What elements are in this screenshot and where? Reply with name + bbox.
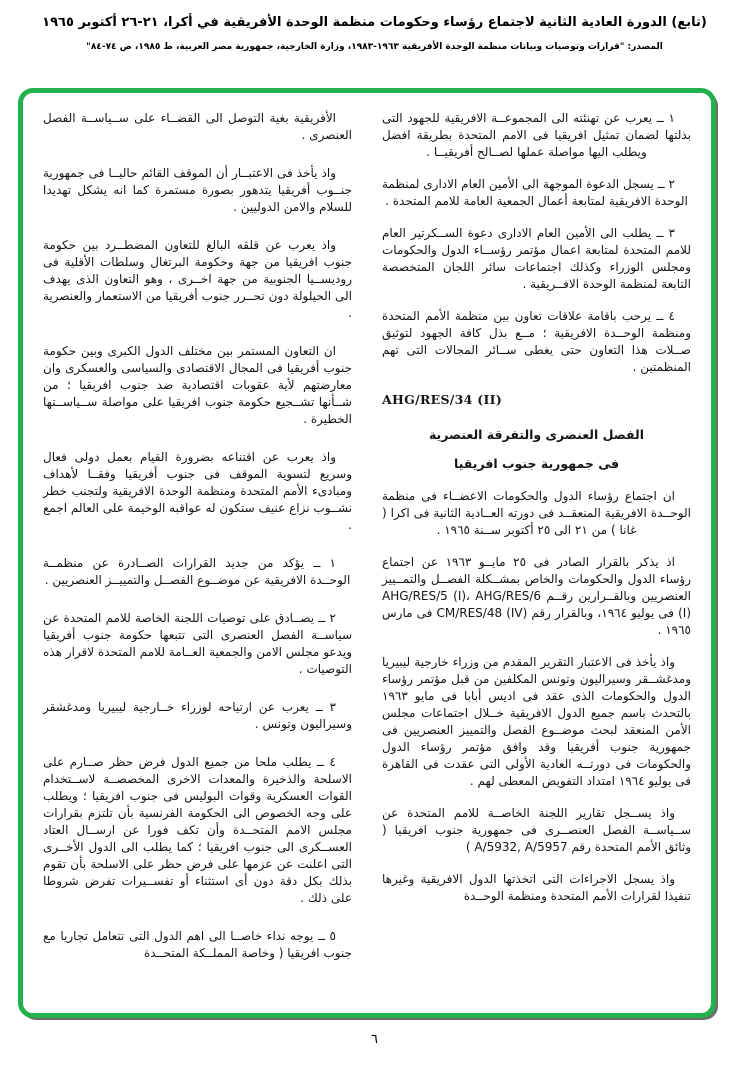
- paragraph: ٢ ــ يصــادق على توصيات اللجنة الخاصة للامم المتحدة عن سياســة الفصل العنصرى التى تتبعها حكومة جنوب أفريقيا ويدعو مجلس الامن والجمعية العــامة للامم المتحدة لاقرار هذه التوصيات .: [43, 611, 352, 676]
- column-left: [43, 110, 352, 1005]
- paragraph: ٤ ــ يطلب ملحا من جميع الدول فرض حظر صــارم على الاسلحة والذخيرة والمعدات الاخرى المخصصــة لاســتخدام القوات العسكرية وقوات البوليس فى جنوب افريقيا ؛ ويطلب على وجه الخصوص الى الحكومة الفرنسية بأن تلتزم بقرارات مجلس الامم المتحــدة وأن تكف فورا عن ارســال العتاد العســكرى الى جنوب افريقيا ؛ كما يطلب الى الدول الأخــرى التى اعلنت عن عزمها على فرض حظر على الاسلحة بأن تقوم بذلك بكل دقة دون أى استثناء أو تفســيرات تفرض شروطا على ذلك .: [43, 755, 352, 905]
- paragraph: واذ يســجل تقارير اللجنة الخاصــة للامم المتحدة عن ســياســة الفصل العنصــرى فى جمهورية جنوب افريقيا ( وثائق الأمم المتحدة رقم A/5932, A/5957 ): [382, 806, 691, 854]
- paragraph: ٣ ــ يطلب الى الأمين العام الادارى دعوة الســكرتير العام للامم المتحدة لمتابعة اعمال مؤتمر رؤســاء الدول والحكومات ومجلس الوزراء وكذلك اجتماعات سائر اللجان المتخصصة التابعة لمنظمة الوحدة الافــريقية .: [382, 226, 691, 291]
- green-border-content-box: [18, 88, 716, 1018]
- paragraph: ١ ــ يعرب عن تهنئته الى المجموعــة الافريقية للجهود التى بذلتها لضمان تمثيل افريقيا فى الامم المتحدة بطريقة افضل ويطلب اليها مواصلة عملها لصــالح أفريقيــا .: [382, 111, 691, 159]
- paragraph: واذ يأخذ فى الاعتبــار أن الموقف القائم حاليــا فى جمهورية جنــوب أفريقيا يتدهور بصورة مستمرة كما انه يشكل تهديدا للسلام والامن الدوليين .: [43, 166, 352, 214]
- paragraph: الأفريقية بغية التوصل الى القضــاء على ســياســة الفصل العنصرى .: [43, 111, 352, 142]
- header-source-line: المصدر: "قرارات وتوصيات وبيانات منظمة الوحدة الأفريقية ١٩٦٣-١٩٨٣، وزارة الخارجية، جمهورية مصر العربية، ط ١٩٨٥، ص ٧٤-٨٤": [86, 41, 663, 52]
- page-number: ٦: [371, 1032, 378, 1047]
- paragraph: ٥ ــ يوجه نداء خاصــا الى اهم الدول التى تتعامل تجاريا مع جنوب افريقيا ( وخاصة المملــكة المتحــدة: [43, 929, 352, 960]
- paragraph: ٣ ــ يعرب عن ارتياحه لوزراء خــارجية ليبيريا ومدغشقر وسيراليون وتونس .: [43, 700, 352, 731]
- paragraph: واذ يعرب عن اقتناعه بضرورة القيام بعمل دولى فعال وسريع لتسوية الموقف فى جنوب أفريقيا وفقــا لأهداف ومبادىء الأمم المتحدة ومنظمة الوحدة الافريقية ولتجنب خطر نشــوب نزاع عنيف ستكون له عواقبه الوخيمة على العالم اجمع .: [43, 450, 352, 532]
- header-title: (تابع) الدورة العادية الثانية لاجتماع رؤساء وحكومات منظمة الوحدة الأفريقية في أكرا، ٢١-٢٦ أكتوبر ١٩٦٥: [42, 15, 707, 30]
- paragraph: واذ يأخذ فى الاعتبار التقرير المقدم من وزراء خارجية ليبيريا ومدغشــقر وسيراليون وتونس المكلفين من قبل مؤتمر رؤساء الدول والحكومات الذى عقد فى اديس أبابا فى مايو ١٩٦٣ بالتحدث باسم جميع الدول الافريقية خــلال اجتماعات مجلس الأمن المنعقد لبحث موضــوع الفصل والتمييز العنصريين فى جمهورية جنوب أفريقيا وقد وافق مؤتمر رؤساء الدول والحكومات فى دورتــه العادية الأولى التى عقدت فى القاهرة فى يوليو ١٩٦٤ امتداد التفويض المعطى لهم .: [382, 655, 691, 788]
- paragraph: ان التعاون المستمر بين مختلف الدول الكبرى وبين حكومة جنوب أفريقيا فى المجال الاقتصادى والسياسى والعسكرى وان معارضتهم لأية عقوبات اقتصادية ضد جنوب افريقيا ؛ من شــأنها تشــجيع حكومة جنوب افريقيا على مواصلة ســياســتها الخطيرة .: [43, 344, 352, 426]
- paragraph: ١ ــ يؤكد من جديد القرارات الصــادرة عن منظمــة الوحــدة الافريقية عن موضــوع الفصــل والتمييــز العنصريين .: [43, 556, 351, 587]
- paragraph: ٢ ــ يسجل الدعوة الموجهة الى الأمين العام الادارى لمنظمة الوحدة الافريقية لمتابعة أعمال الجمعية العامة للامم المتحدة .: [382, 177, 688, 208]
- paragraph: ٤ ــ يرحب باقامة علاقات تعاون بين منظمة الأمم المتحدة ومنظمة الوحــدة الافريقية ؛ مــع بذل كافة الجهود لتوثيق صــلات هذا التعاون حتى يغطى ســائر المجالات التى تهم المنظمتين .: [382, 309, 691, 374]
- paragraph: واذ يسجل الاجراءات التى اتخذتها الدول الافريقية وغيرها تنفيذا لقرارات الأمم المتحدة ومنظمة الوحــدة: [382, 872, 691, 903]
- resolution-reference-code: AHG/RES/34 (II): [382, 392, 503, 407]
- column-right: [382, 110, 691, 1005]
- paragraph: ان اجتماع رؤساء الدول والحكومات الاعضــاء فى منظمة الوحــدة الافريقية المنعقــد فى دورته العــادية الثانية فى اكرا ( غانا ) من ٢١ الى ٢٥ أكتوبر ســنة ١٩٦٥ .: [382, 489, 691, 537]
- paragraph: واذ يعرب عن قلقه البالغ للتعاون المضطــرد بين حكومة جنوب افريقيا من جهة وحكومة البرتغال وسلطات الأقلية فى روديســيا الجنوبية من جهة اخــرى ، وهو التعاون الذى يهدف الى الحيلولة دون تحــرر جنوب أفريقيا من الاستعمار والعنصرية .: [43, 238, 352, 320]
- paragraph: اذ يذكر بالقرار الصادر فى ٢٥ مايــو ١٩٦٣ عن اجتماع رؤساء الدول والحكومات والخاص بمشــكلة الفصــل والتمــييز العنصريين وبالقــرارين رقــم AHG/RES/5 (I)، AHG/RES/6 (I) فى يوليو ١٩٦٤، وبالقرار رقم CM/RES/48 (IV) فى مارس ١٩٦٥ .: [382, 555, 691, 637]
- section-subtitle: فى جمهورية جنوب افريقيا: [453, 456, 620, 471]
- section-title: الفصل العنصرى والتفرقة العنصرية: [428, 427, 645, 442]
- page-header: [0, 14, 749, 52]
